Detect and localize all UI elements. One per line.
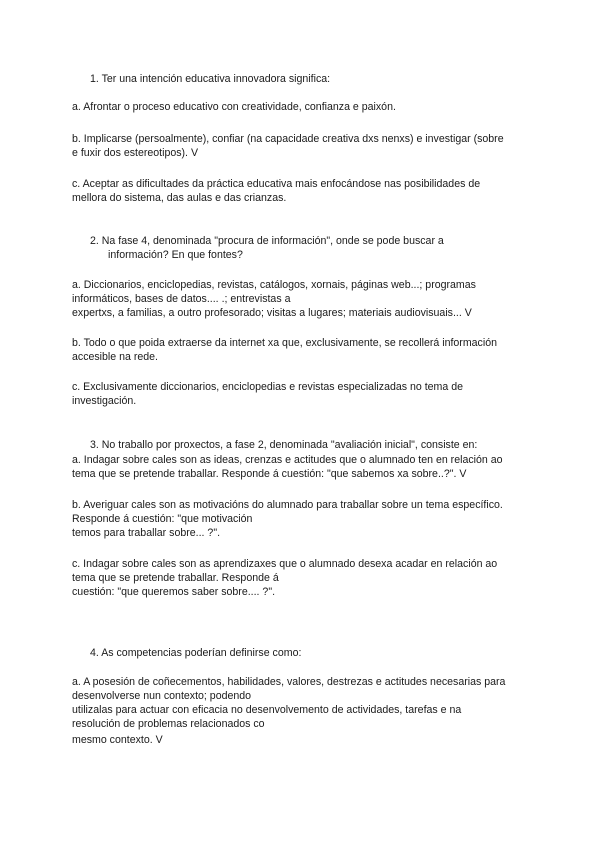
q3-option-c-line3: cuestión: "que queremos saber sobre.... ?". bbox=[72, 586, 276, 598]
q1-option-c-line1: c. Aceptar as dificultades da práctica educativa mais enfocándose nas posibilidades de bbox=[72, 178, 481, 190]
q2-option-a-line3: expertxs, a familias, a outro profesorado; visitas a lugares; materiais audiovisuais... V bbox=[72, 307, 472, 319]
q3-option-a-line2: tema que se pretende traballar. Responde á cuestión: "que sabemos xa sobre..?". V bbox=[72, 468, 467, 480]
q3-option-b-line2: Responde á cuestión: "que motivación bbox=[72, 513, 253, 525]
q1-option-b-line1: b. Implicarse (persoalmente), confiar (na capacidade creativa dxs nenxs) e investigar (sobre bbox=[72, 133, 504, 145]
q1-option-a: a. Afrontar o proceso educativo con creatividade, confianza e paixón. bbox=[72, 101, 396, 113]
q2-option-a-line1: a. Diccionarios, enciclopedias, revistas, catálogos, xornais, páginas web...; programas bbox=[72, 279, 476, 291]
q3-option-b-line1: b. Averiguar cales son as motivacións do alumnado para traballar sobre un tema específico. bbox=[72, 499, 503, 511]
q4-option-a-line2: desenvolverse nun contexto; podendo bbox=[72, 690, 252, 702]
q4-option-a-line3: utilizalas para actuar con eficacia no desenvolvemento de actividades, tarefas e na bbox=[72, 704, 462, 716]
q4-option-a-line1: a. A posesión de coñecementos, habilidades, valores, destrezas e actitudes necesarias para bbox=[72, 676, 506, 688]
q2-option-c-line1: c. Exclusivamente diccionarios, enciclopedias e revistas especializadas no tema de bbox=[72, 381, 463, 393]
question-2-line2: información? En que fontes? bbox=[108, 249, 243, 261]
q2-option-b-line1: b. Todo o que poida extraerse da internet xa que, exclusivamente, se recollerá información bbox=[72, 337, 497, 349]
q3-option-c-line2: tema que se pretende traballar. Responde á bbox=[72, 572, 279, 584]
q3-option-b-line3: temos para traballar sobre... ?". bbox=[72, 527, 221, 539]
q1-option-b-line2: e fuxir dos estereotipos). V bbox=[72, 147, 199, 159]
q3-option-c-line1: c. Indagar sobre cales son as aprendizaxes que o alumnado desexa acadar en relación ao bbox=[72, 558, 498, 570]
q2-option-c-line2: investigación. bbox=[72, 395, 137, 407]
q3-option-a-line1: a. Indagar sobre cales son as ideas, crenzas e actitudes que o alumnado ten en relación ao bbox=[72, 454, 503, 466]
q2-option-b-line2: accesible na rede. bbox=[72, 351, 158, 363]
q2-option-a-line2: informáticos, bases de datos.... .; entrevistas a bbox=[72, 293, 291, 305]
q1-option-c-line2: mellora do sistema, das aulas e das crianzas. bbox=[72, 192, 287, 204]
question-1: 1. Ter una intención educativa innovadora significa: bbox=[90, 73, 331, 85]
question-3: 3. No traballo por proxectos, a fase 2, denominada "avaliación inicial", consiste en: bbox=[90, 439, 478, 451]
question-2-line1: 2. Na fase 4, denominada "procura de información", onde se pode buscar a bbox=[90, 235, 444, 247]
q4-option-a-line5: mesmo contexto. V bbox=[72, 734, 163, 746]
q4-option-a-line4: resolución de problemas relacionados co bbox=[72, 718, 265, 730]
question-4: 4. As competencias poderían definirse como: bbox=[90, 647, 302, 659]
